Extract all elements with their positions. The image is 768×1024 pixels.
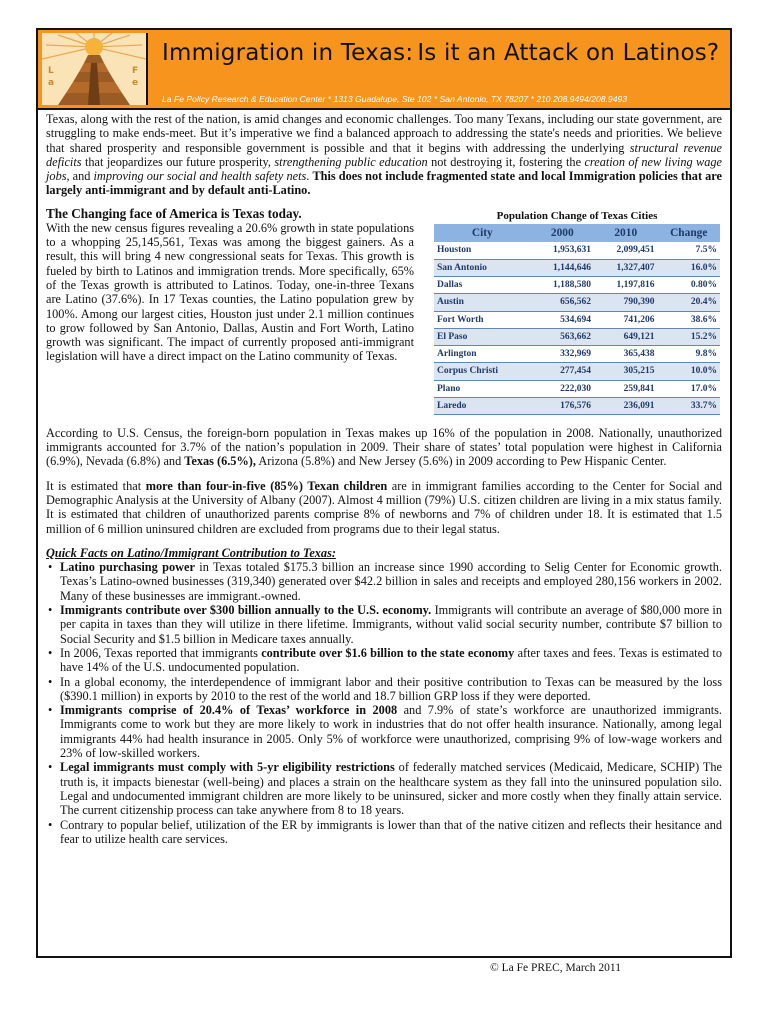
intro-paragraph — [46, 112, 722, 198]
intro-text: , and — [66, 169, 94, 184]
value-cell: 176,576 — [531, 398, 594, 415]
population-table-block — [434, 209, 720, 416]
population-table — [434, 224, 720, 415]
value-cell: 9.8% — [657, 346, 720, 363]
value-cell: 15.2% — [657, 328, 720, 345]
value-cell: 656,562 — [531, 294, 594, 311]
intro-emphasis: structural revenue deficits — [46, 140, 722, 169]
svg-text:F: F — [132, 66, 139, 76]
value-cell: 365,438 — [594, 346, 657, 363]
table-header-cell: City — [434, 224, 531, 242]
para-text: According to U.S. Census, the foreign-born population in Texas makes up 16% of the population in 2008. Nationally, unauthorized immigrants accounted for 3.7% of the nation’s population in 2009. Their share of states’ total population were highest in California (6.9%), Nevada (6.8%) and — [46, 425, 722, 469]
intro-text: Texas, along with the rest of the nation, is amid changes and economic challenges. Too many Texans, including our state government, are struggling to make ends-meet. But it’s imperative we find a balanced approach to addressing the state's needs and priorities. We believe that shared prosperity and responsible government is possible and that it begins with addressing the underlying — [46, 112, 722, 155]
fact-bold: Legal immigrants must comply with 5-yr eligibility restrictions — [60, 760, 395, 775]
intro-emphasis: improving our social and health safety nets — [93, 169, 307, 184]
table-row — [434, 242, 720, 259]
list-item — [60, 675, 722, 704]
value-cell: 790,390 — [594, 294, 657, 311]
value-cell: 20.4% — [657, 294, 720, 311]
table-title: Population Change of Texas Cities — [496, 209, 658, 222]
table-header-cell: Change — [657, 224, 720, 242]
table-row — [434, 294, 720, 311]
fact-text: and 7.9% of state’s workforce are unauthorized immigrants. Immigrants come to work but they are more likely to work in industries that do not offer health insurance. Nationally, among legal immigrants 44% had health insurance in 2005. Only 5% of workforce were unauthorized, comprising 9% of low-wage workers and 23% of low-skilled workers. — [60, 703, 722, 761]
table-row — [434, 398, 720, 415]
value-cell: 1,197,816 — [594, 276, 657, 293]
value-cell: 17.0% — [657, 380, 720, 397]
city-cell: Corpus Christi — [434, 363, 531, 380]
para-text: It is estimated that — [46, 478, 146, 493]
city-cell: Houston — [434, 242, 531, 259]
quick-facts-title: Quick Facts on Latino/Immigrant Contribution to Texas: — [46, 545, 336, 560]
children-paragraph — [46, 479, 722, 536]
changing-face-section — [46, 206, 722, 416]
value-cell: 534,694 — [531, 311, 594, 328]
table-row — [434, 311, 720, 328]
value-cell: 741,206 — [594, 311, 657, 328]
fact-text: Immigrants will contribute an average of $80,000 more in per capita in taxes than they will utilize in there lifetime. Immigrants, without valid social security number, contribute $7 billion to Social Security and $1.5 billion in Medicare taxes annually. — [60, 603, 722, 646]
table-row — [434, 380, 720, 397]
intro-text: that jeopardizes our future prosperity, — [81, 154, 275, 169]
para-text: Arizona (5.8%) and New Jersey (5.6%) in 2009 according to Pew Hispanic Center. — [255, 454, 667, 469]
svg-text:a: a — [48, 78, 55, 88]
list-item — [60, 603, 722, 646]
fact-bold: Immigrants contribute over $300 billion annually to the U.S. economy. — [60, 603, 432, 618]
title-subtitle: Is it an Attack on Latinos? — [417, 40, 720, 66]
value-cell: 305,215 — [594, 363, 657, 380]
table-row — [434, 276, 720, 293]
list-item — [60, 760, 722, 817]
city-cell: San Antonio — [434, 259, 531, 276]
value-cell: 222,030 — [531, 380, 594, 397]
city-cell: Arlington — [434, 346, 531, 363]
fact-text: of federally matched services (Medicaid, Medicare, SCHIP) The truth is, it impacts bienestar (well-being) and places a strain on the healthcare system as they fall into the uninsured population silo. Legal and undocumented immigrant children are more likely to be uninsured, sicker and more costly when they finally attain service. The current citizenship process can take anywhere from 8 to 18 years. — [60, 760, 722, 818]
city-cell: Plano — [434, 380, 531, 397]
list-item — [60, 703, 722, 760]
para-bold: more than four-in-five (85%) Texan children — [145, 478, 388, 493]
value-cell: 236,091 — [594, 398, 657, 415]
changing-face-text — [46, 206, 414, 364]
city-cell: Fort Worth — [434, 311, 531, 328]
fact-bold: Latino purchasing power — [60, 560, 195, 575]
value-cell: 38.6% — [657, 311, 720, 328]
fact-bold: Immigrants comprise of 20.4% of Texas’ workforce in 2008 — [60, 703, 398, 718]
fact-text: Contrary to popular belief, utilization of the ER by immigrants is lower than that of the native citizen and reflects their hesitance and fear to utilize health care services. — [60, 817, 722, 846]
pyramid-logo — [42, 33, 148, 105]
value-cell: 1,144,646 — [531, 259, 594, 276]
main-content — [46, 112, 722, 846]
contact-line: La Fe Policy Research & Education Center * 1313 Guadalupe, Ste 102 * San Antonio, TX 78207 * 210.208.9494/208.9493 — [162, 94, 628, 104]
svg-text:L: L — [48, 66, 54, 76]
intro-text: not destroying it, fostering the — [427, 154, 585, 169]
title-main: Immigration in Texas: — [162, 40, 414, 66]
value-cell: 7.5% — [657, 242, 720, 259]
intro-emphasis: strengthening public education — [274, 154, 428, 169]
fact-text: after taxes and fees. Texas is estimated to have 14% of the U.S. undocumented population. — [60, 645, 722, 675]
intro-emphasis: creation of new living wage jobs — [46, 154, 723, 184]
value-cell: 332,969 — [531, 346, 594, 363]
city-cell: Austin — [434, 294, 531, 311]
header-title — [162, 40, 722, 66]
fact-bold: contribute over $1.6 billion to the state economy — [261, 645, 515, 660]
fact-text: In 2006, Texas reported that immigrants — [60, 645, 262, 660]
value-cell: 259,841 — [594, 380, 657, 397]
table-row — [434, 346, 720, 363]
city-cell: Laredo — [434, 398, 531, 415]
table-row — [434, 363, 720, 380]
fact-text: In a global economy, the interdependence of immigrant labor and their positive contribution to Texas can be measured by the loss ($390.1 million) in exports by 2010 to the rest of the world and 18.7 billion GRP loss if they were deported. — [60, 674, 722, 703]
value-cell: 649,121 — [594, 328, 657, 345]
changing-face-body: With the new census figures revealing a 20.6% growth in state populations to a whopping 25,145,561, Texas was among the biggest gainers. As a result, this will bring 4 new congressional seats for Texas. This growth is fueled by birth to Latinos and immigration trends. More specifically, 65% of the Texas growth is attributed to Latinos. Today, one-in-three Texans are Latino (37.6%). In 17 Texas counties, the Latino population grew by 100%. Among our largest cities, Houston just under 2.1 million continues to grow followed by San Antonio, Dallas, Austin and Fort Worth, Latino growth was significant. The impact of currently proposed anti-immigrant legislation will have a direct impact on the Latino community of Texas. — [46, 220, 414, 364]
list-item — [60, 560, 722, 603]
value-cell: 10.0% — [657, 363, 720, 380]
svg-text:e: e — [132, 78, 139, 88]
table-header-cell: 2000 — [531, 224, 594, 242]
para-text: are in immigrant families according to the Center for Social and Demographic Analysis at the University of Albany (2007). Almost 4 million (79%) U.S. citizen children are living in a mix status family. It is estimated that children of unauthorized parents comprise 8% of newborns and 7% of children under 18. It is estimated that 1.5 million of 6 million uninsured children are excluded from programs due to their legal status. — [46, 478, 723, 536]
city-cell: El Paso — [434, 328, 531, 345]
list-item — [60, 818, 722, 847]
table-row — [434, 259, 720, 276]
value-cell: 33.7% — [657, 398, 720, 415]
header-banner — [36, 28, 732, 110]
intro-bold: This does not include fragmented state and local Immigration policies that are largely anti-immigrant and by default anti-Latino. — [46, 169, 722, 198]
value-cell: 1,953,631 — [531, 242, 594, 259]
fact-text: in Texas totaled $175.3 billion an increase since 1990 according to Selig Center for Economic growth. Texas’s Latino-owned businesses (319,340) generated over $42.2 billion in sales and receipts and employed 280,156 workers in 2002. Many of these businesses are immigrant.-owned. — [60, 560, 722, 603]
value-cell: 1,188,580 — [531, 276, 594, 293]
copyright-footer: © La Fe PREC, March 2011 — [490, 962, 621, 974]
value-cell: 2,099,451 — [594, 242, 657, 259]
value-cell: 1,327,407 — [594, 259, 657, 276]
value-cell: 0.80% — [657, 276, 720, 293]
quick-facts-list — [46, 560, 722, 846]
value-cell: 563,662 — [531, 328, 594, 345]
value-cell: 16.0% — [657, 259, 720, 276]
section-heading: The Changing face of America is Texas today. — [46, 205, 302, 221]
foreign-born-paragraph — [46, 426, 722, 469]
list-item — [60, 646, 722, 675]
table-header-cell: 2010 — [594, 224, 657, 242]
intro-text: . — [306, 169, 313, 184]
city-cell: Dallas — [434, 276, 531, 293]
value-cell: 277,454 — [531, 363, 594, 380]
para-bold: Texas (6.5%), — [184, 454, 256, 469]
table-row — [434, 328, 720, 345]
